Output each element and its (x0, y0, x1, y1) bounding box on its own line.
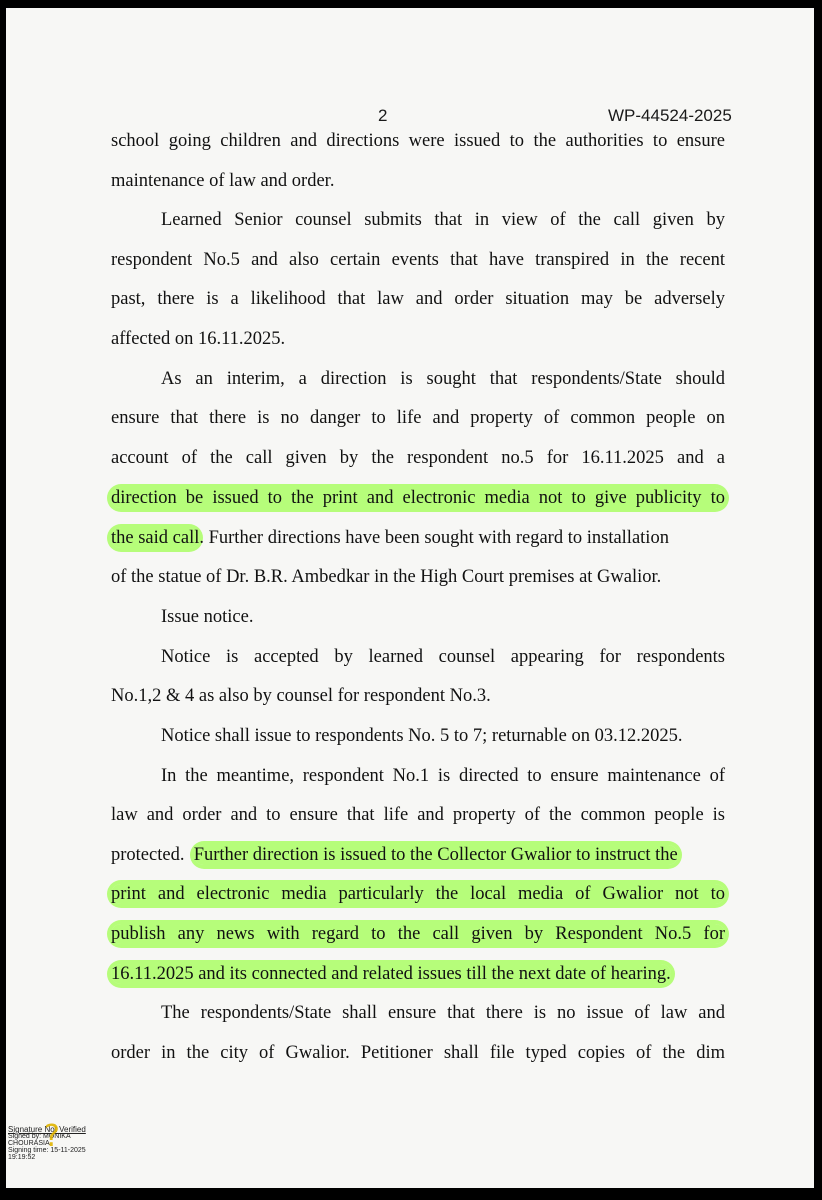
question-mark-icon: ? (44, 1119, 60, 1154)
text-line (111, 526, 725, 550)
text-line: school going children and directions were issued to the authorities to ensure (111, 131, 725, 151)
text-line: respondent No.5 and also certain events that have transpired in the recent (111, 250, 725, 270)
text-line: account of the call given by the respondent no.5 for 16.11.2025 and a (111, 448, 725, 468)
text-line: affected on 16.11.2025. (111, 329, 286, 349)
signing-time: Signing time: 15-11-2025 19:19:52 (8, 1147, 86, 1161)
highlighted-text: print and electronic media particularly the local media of Gwalior not to (111, 884, 725, 904)
text-line (111, 486, 725, 510)
text-line: law and order and to ensure that life and property of the common people is (111, 805, 725, 825)
document-page (6, 8, 814, 1188)
highlighted-text: the said call (111, 528, 200, 548)
highlighted-text: 16.11.2025 and its connected and related issues till the next date of hearing. (111, 964, 671, 984)
text-line: The respondents/State shall ensure that there is no issue of law and (161, 1003, 725, 1023)
text-line: No.1,2 & 4 as also by counsel for respondent No.3. (111, 686, 491, 706)
digital-signature-stamp (8, 1119, 108, 1161)
text-line: Learned Senior counsel submits that in view of the call given by (161, 210, 725, 230)
text-line: ensure that there is no danger to life and property of common people on (111, 408, 725, 428)
text-line: maintenance of law and order. (111, 171, 335, 191)
line-start: protected. (111, 845, 185, 865)
text-line: past, there is a likelihood that law and order situation may be adversely (111, 289, 725, 309)
highlighted-text: Further direction is issued to the Collector Gwalior to instruct the (193, 845, 678, 865)
text-line: In the meantime, respondent No.1 is directed to ensure maintenance of (161, 766, 725, 786)
signature-status: Signature Not Verified (8, 1125, 86, 1134)
text-line (111, 962, 725, 986)
highlighted-text: publish any news with regard to the call given by Respondent No.5 for (111, 924, 725, 944)
text-line: Notice is accepted by learned counsel appearing for respondents (161, 647, 725, 667)
signed-by: Signed by: MONIKA CHOURASIA (8, 1133, 71, 1147)
text-line: order in the city of Gwalior. Petitioner shall file typed copies of the dim (111, 1043, 725, 1063)
text-line: of the statue of Dr. B.R. Ambedkar in the High Court premises at Gwalior. (111, 567, 662, 587)
text-line: As an interim, a direction is sought that respondents/State should (161, 369, 725, 389)
text-line: Issue notice. (161, 607, 254, 627)
text-line (111, 843, 725, 867)
line-remainder: . Further directions have been sought with regard to installation (199, 528, 669, 548)
case-number: WP-44524-2025 (608, 106, 732, 125)
page-number: 2 (378, 106, 388, 125)
highlighted-text: direction be issued to the print and electronic media not to give publicity to (111, 488, 725, 508)
text-line (111, 882, 725, 906)
text-line (111, 922, 725, 946)
text-line: Notice shall issue to respondents No. 5 to 7; returnable on 03.12.2025. (161, 726, 683, 746)
